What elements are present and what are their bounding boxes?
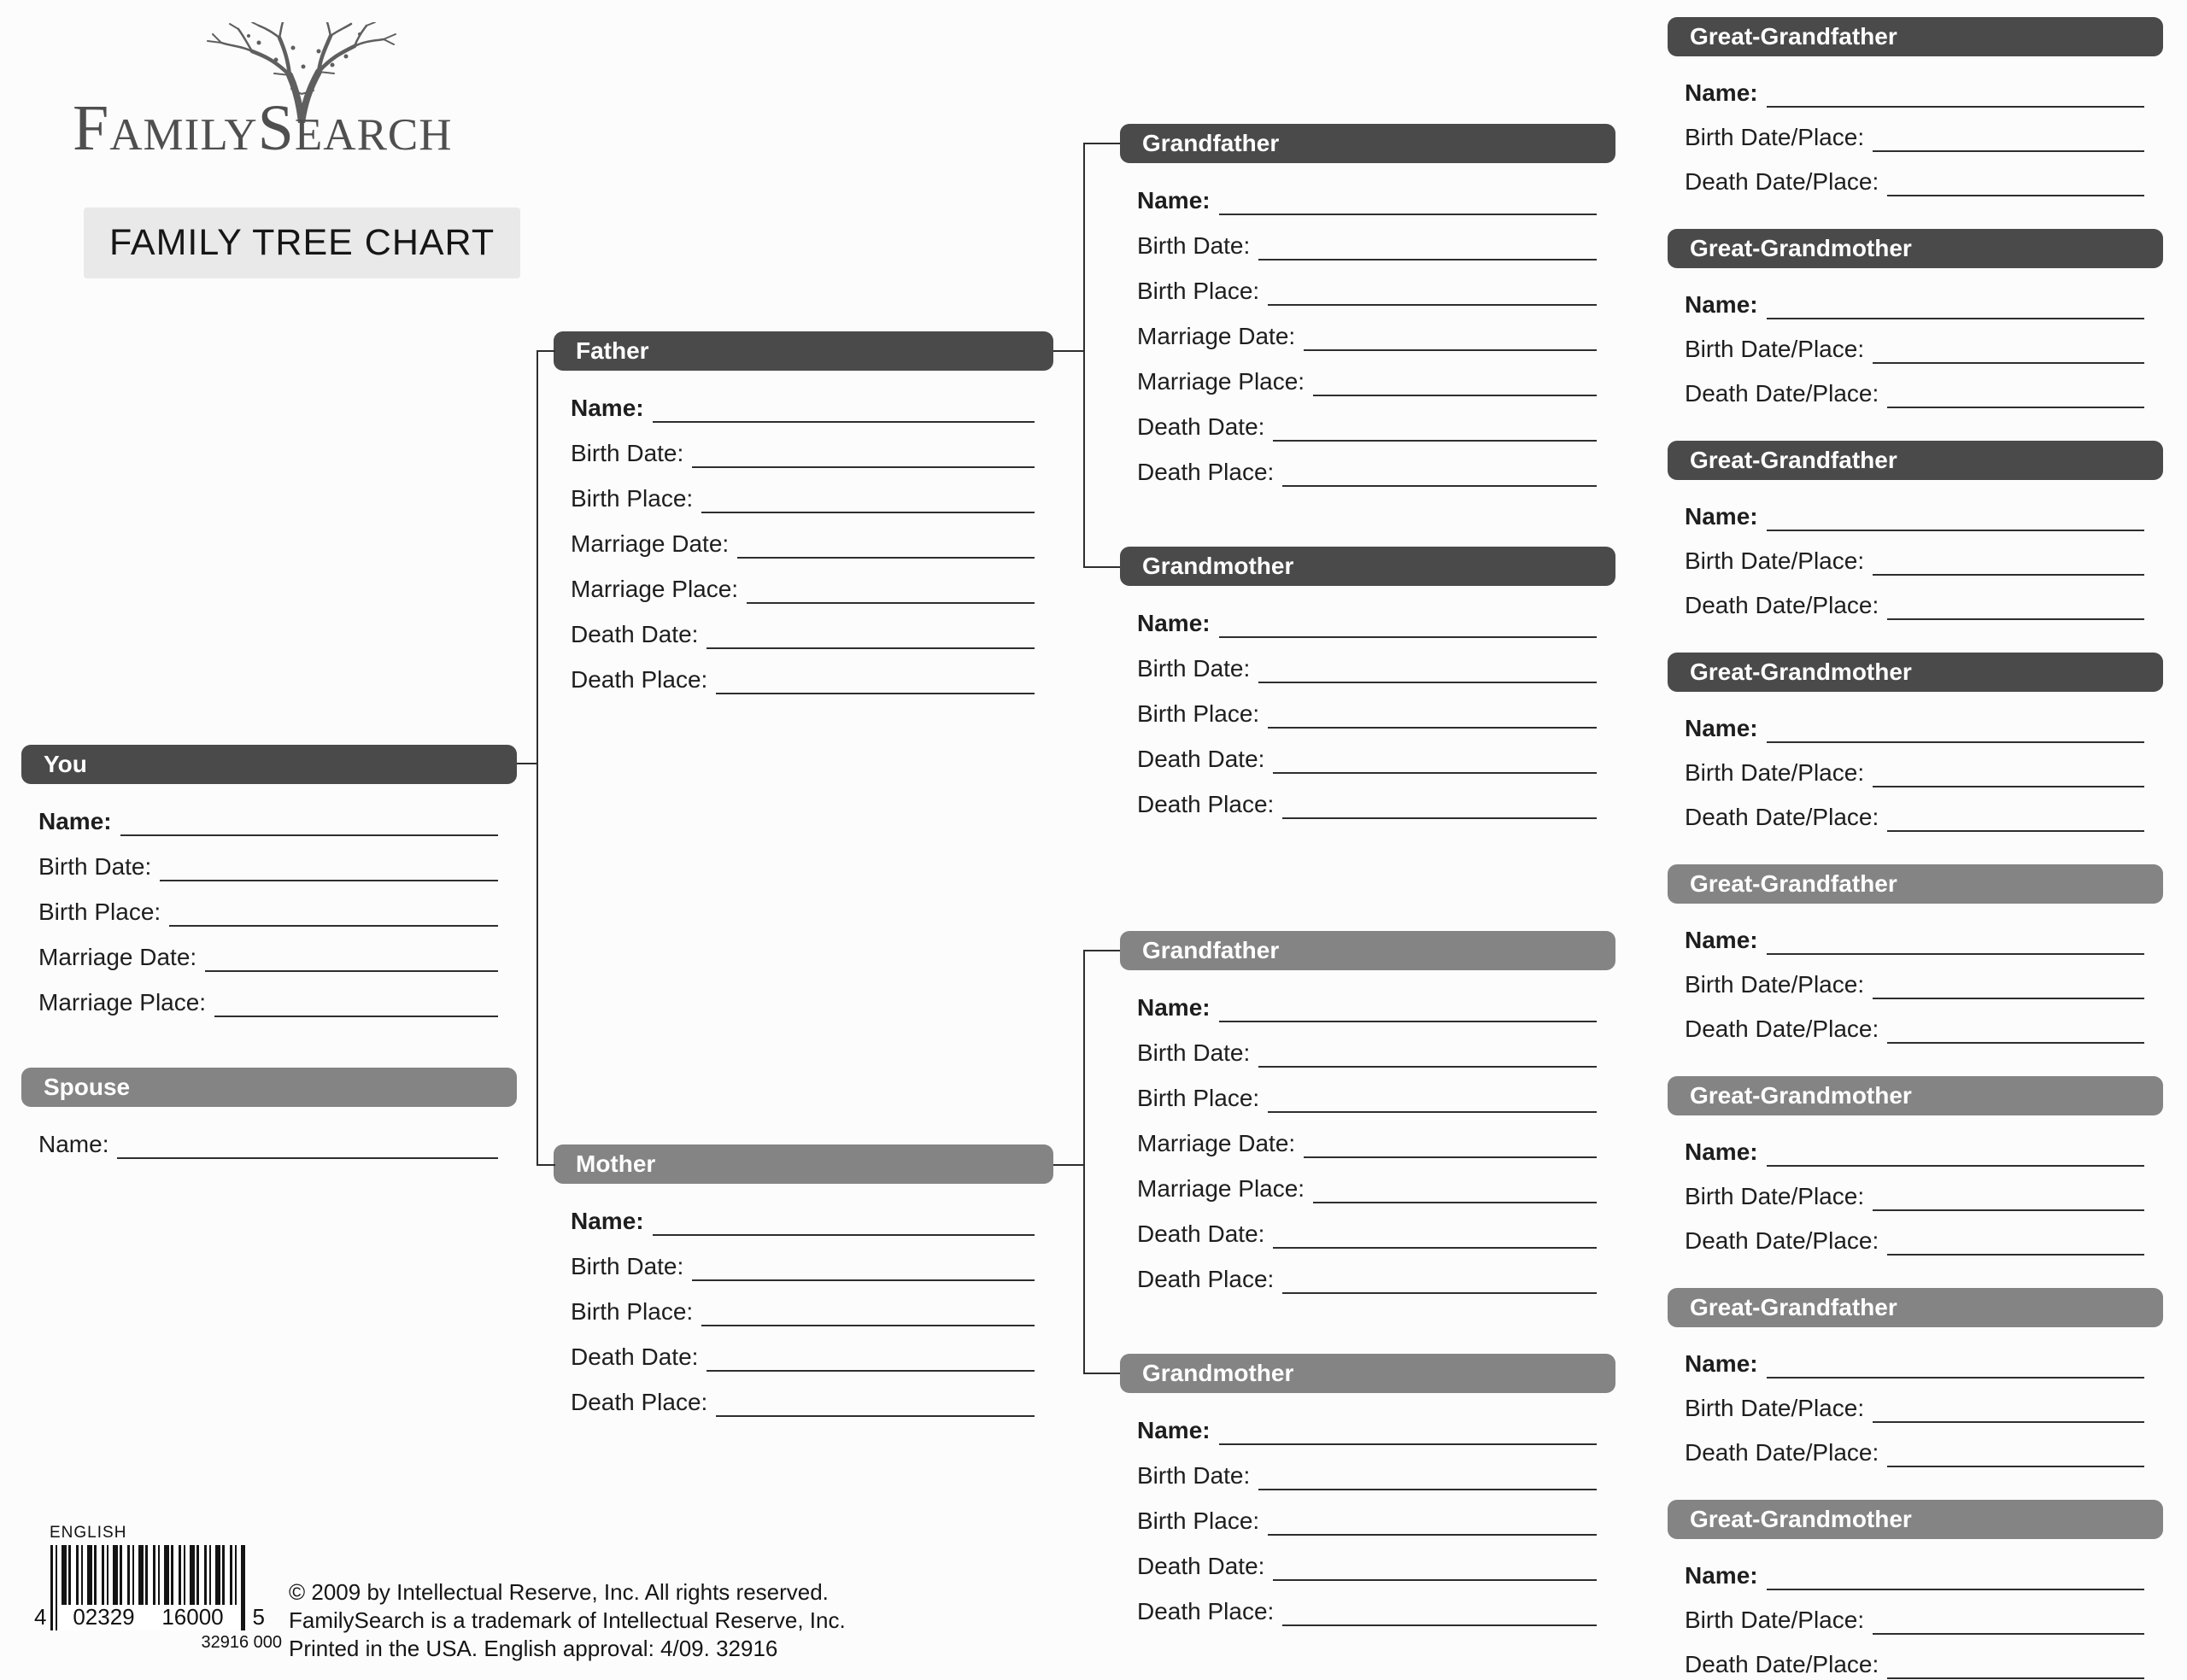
- field-row: [1685, 63, 2144, 108]
- person-box-great-grandmother-3: [1668, 1076, 2163, 1256]
- field-line: [1258, 1056, 1597, 1068]
- field-line: [1873, 987, 2144, 999]
- connector-line: [517, 763, 536, 764]
- field-label: Death Date:: [1137, 745, 1265, 772]
- field-label: Name:: [1685, 290, 1758, 318]
- field-row: [38, 927, 498, 972]
- field-line: [716, 1405, 1035, 1417]
- field-label: Marriage Place:: [1137, 1174, 1305, 1202]
- field-label: Birth Date/Place:: [1685, 970, 1865, 998]
- field-line: [707, 637, 1035, 649]
- person-header: Great-Grandfather: [1668, 441, 2163, 480]
- field-label: Name:: [1137, 993, 1211, 1021]
- field-label: Birth Date/Place:: [1685, 1394, 1865, 1421]
- field-row: [1137, 1068, 1597, 1113]
- field-line: [707, 1360, 1035, 1372]
- field-line: [1282, 1614, 1597, 1626]
- field-row: [1685, 319, 2144, 364]
- field-line: [701, 1314, 1035, 1326]
- field-line: [1258, 1478, 1597, 1490]
- barcode-icon: [50, 1545, 245, 1630]
- field-label: Name:: [1137, 609, 1211, 636]
- field-line: [1273, 1569, 1597, 1581]
- field-label: Death Date/Place:: [1685, 379, 1879, 407]
- person-header: Great-Grandmother: [1668, 1500, 2163, 1539]
- field-label: Birth Date:: [1137, 1039, 1251, 1066]
- field-row: [1137, 396, 1597, 442]
- field-label: Birth Date:: [571, 439, 684, 466]
- field-label: Death Date:: [1137, 1552, 1265, 1579]
- person-box-spouse: [21, 1068, 517, 1159]
- field-line: [1887, 608, 2144, 620]
- connector-line: [1083, 143, 1085, 568]
- language-label: ENGLISH: [50, 1524, 127, 1542]
- field-line: [1313, 1191, 1597, 1203]
- field-line: [1268, 294, 1597, 306]
- field-row: [571, 468, 1035, 513]
- person-header: Grandmother: [1120, 547, 1615, 586]
- field-line: [1873, 140, 2144, 152]
- field-row: [1685, 576, 2144, 620]
- connector-line: [1053, 1164, 1083, 1166]
- field-label: Birth Date/Place:: [1685, 1606, 1865, 1633]
- field-line: [653, 1224, 1035, 1236]
- field-label: Name:: [1685, 1138, 1758, 1165]
- field-row: [1137, 170, 1597, 215]
- person-box-great-grandmother-1: [1668, 229, 2163, 408]
- barcode-block: [34, 1524, 316, 1653]
- field-line: [1273, 1237, 1597, 1249]
- field-line: [1887, 820, 2144, 832]
- field-row: [1685, 1334, 2144, 1379]
- field-line: [1873, 1199, 2144, 1211]
- field-label: Death Place:: [571, 665, 708, 693]
- field-row: [1137, 593, 1597, 638]
- field-label: Birth Place:: [571, 484, 694, 512]
- person-header: You: [21, 745, 517, 784]
- field-label: Name:: [1685, 926, 1758, 953]
- field-line: [1258, 671, 1597, 683]
- field-label: Death Place:: [1137, 458, 1275, 485]
- field-line: [1767, 96, 2144, 108]
- field-line: [1219, 203, 1597, 215]
- field-line: [653, 411, 1035, 423]
- field-row: [1685, 1635, 2144, 1679]
- field-line: [1887, 184, 2144, 196]
- field-row: [571, 513, 1035, 559]
- field-row: [1137, 1022, 1597, 1068]
- field-row: [1137, 683, 1597, 729]
- field-label: Birth Date/Place:: [1685, 758, 1865, 786]
- field-label: Name:: [571, 394, 644, 421]
- field-line: [1873, 776, 2144, 787]
- field-row: [38, 1114, 498, 1159]
- field-label: Death Date/Place:: [1685, 591, 1879, 618]
- field-line: [1767, 519, 2144, 531]
- field-label: Birth Date/Place:: [1685, 335, 1865, 362]
- person-header: Great-Grandmother: [1668, 653, 2163, 692]
- field-line: [169, 915, 498, 927]
- copyright-text: [289, 1578, 846, 1663]
- field-line: [747, 592, 1035, 604]
- field-line: [1887, 1244, 2144, 1256]
- field-label: Birth Place:: [38, 898, 161, 925]
- field-row: [1685, 1122, 2144, 1167]
- field-label: Death Date:: [1137, 1220, 1265, 1247]
- field-row: [38, 836, 498, 881]
- field-row: [1685, 152, 2144, 196]
- person-box-grandmother-maternal: [1120, 1354, 1615, 1626]
- field-row: [1137, 729, 1597, 774]
- field-label: Birth Date/Place:: [1685, 123, 1865, 150]
- field-row: [571, 1372, 1035, 1417]
- field-line: [1273, 430, 1597, 442]
- field-row: [38, 791, 498, 836]
- connector-line: [1083, 950, 1085, 1374]
- field-label: Death Date:: [571, 1343, 699, 1370]
- field-row: [1137, 442, 1597, 487]
- field-line: [737, 547, 1035, 559]
- field-row: [1685, 999, 2144, 1044]
- field-row: [38, 881, 498, 927]
- barcode-sub-number: 32916 000: [201, 1633, 282, 1652]
- person-header: Father: [554, 331, 1053, 371]
- field-label: Birth Place:: [1137, 700, 1260, 727]
- page-title: FAMILY TREE CHART: [84, 208, 520, 278]
- field-label: Death Place:: [1137, 790, 1275, 817]
- barcode-left-digit: 4: [34, 1604, 47, 1630]
- field-line: [1282, 807, 1597, 819]
- person-header: Spouse: [21, 1068, 517, 1107]
- field-label: Death Date/Place:: [1685, 1650, 1879, 1677]
- field-line: [1767, 1155, 2144, 1167]
- field-row: [1685, 1167, 2144, 1211]
- field-row: [1137, 1536, 1597, 1581]
- field-label: Birth Place:: [1137, 1084, 1260, 1111]
- field-label: Name:: [1685, 502, 1758, 530]
- field-row: [1685, 1590, 2144, 1635]
- field-line: [716, 682, 1035, 694]
- person-box-great-grandmother-2: [1668, 653, 2163, 832]
- field-label: Name:: [1685, 79, 1758, 106]
- copyright-line: © 2009 by Intellectual Reserve, Inc. All rights reserved.: [289, 1579, 829, 1605]
- person-header: Mother: [554, 1144, 1053, 1184]
- field-label: Name:: [571, 1207, 644, 1234]
- person-header: Grandfather: [1120, 124, 1615, 163]
- person-box-mother: [554, 1144, 1053, 1417]
- field-row: [1685, 955, 2144, 999]
- field-line: [1273, 762, 1597, 774]
- connector-line: [1083, 950, 1120, 951]
- field-label: Birth Place:: [571, 1297, 694, 1325]
- field-row: [1685, 1423, 2144, 1467]
- field-row: [571, 1236, 1035, 1281]
- connector-line: [1053, 350, 1083, 352]
- field-label: Marriage Date:: [571, 530, 730, 557]
- field-row: [571, 1281, 1035, 1326]
- field-label: Name:: [1137, 186, 1211, 214]
- field-label: Death Place:: [571, 1388, 708, 1415]
- field-label: Death Date/Place:: [1685, 803, 1879, 830]
- field-row: [1685, 787, 2144, 832]
- field-label: Marriage Place:: [1137, 367, 1305, 395]
- field-label: Birth Date:: [1137, 1461, 1251, 1489]
- field-line: [1887, 396, 2144, 408]
- field-line: [214, 1005, 498, 1017]
- field-label: Death Date/Place:: [1685, 1015, 1879, 1042]
- field-row: [1685, 108, 2144, 152]
- field-label: Birth Date/Place:: [1685, 1182, 1865, 1209]
- field-line: [1219, 1433, 1597, 1445]
- field-line: [205, 960, 498, 972]
- connector-line: [1083, 143, 1120, 144]
- field-row: [1137, 306, 1597, 351]
- field-row: [571, 1191, 1035, 1236]
- field-label: Birth Date:: [1137, 231, 1251, 259]
- field-line: [1282, 475, 1597, 487]
- field-row: [1137, 215, 1597, 260]
- field-row: [1685, 275, 2144, 319]
- field-line: [1767, 943, 2144, 955]
- field-line: [1887, 1667, 2144, 1679]
- field-label: Death Place:: [1137, 1597, 1275, 1624]
- field-row: [571, 604, 1035, 649]
- field-line: [1258, 249, 1597, 260]
- logo-wordmark: FamilySearch: [73, 92, 453, 164]
- connector-line: [1083, 566, 1120, 568]
- field-row: [1137, 351, 1597, 396]
- field-row: [1137, 1113, 1597, 1158]
- person-header: Great-Grandfather: [1668, 864, 2163, 904]
- person-header: Grandmother: [1120, 1354, 1615, 1393]
- field-row: [1137, 1445, 1597, 1490]
- field-label: Death Place:: [1137, 1265, 1275, 1292]
- field-row: [571, 649, 1035, 694]
- field-line: [1304, 339, 1597, 351]
- field-row: [1685, 743, 2144, 787]
- person-header: Great-Grandfather: [1668, 1288, 2163, 1327]
- field-line: [1873, 564, 2144, 576]
- person-header: Grandfather: [1120, 931, 1615, 970]
- field-label: Name:: [1685, 714, 1758, 741]
- field-line: [1268, 717, 1597, 729]
- person-box-great-grandfather-4: [1668, 1288, 2163, 1467]
- field-row: [1685, 1379, 2144, 1423]
- field-label: Birth Date/Place:: [1685, 547, 1865, 574]
- field-line: [701, 501, 1035, 513]
- field-label: Marriage Place:: [571, 575, 739, 602]
- field-label: Name:: [38, 1130, 109, 1157]
- field-row: [571, 378, 1035, 423]
- copyright-line: Printed in the USA. English approval: 4/09. 32916: [289, 1636, 778, 1661]
- field-label: Birth Date:: [571, 1252, 684, 1279]
- field-line: [1268, 1524, 1597, 1536]
- field-line: [692, 1269, 1035, 1281]
- field-line: [117, 1147, 498, 1159]
- person-box-grandfather-maternal: [1120, 931, 1615, 1294]
- copyright-line: FamilySearch is a trademark of Intellectual Reserve, Inc.: [289, 1607, 846, 1633]
- field-line: [1873, 1411, 2144, 1423]
- field-line: [1887, 1032, 2144, 1044]
- field-label: Death Date/Place:: [1685, 1226, 1879, 1254]
- person-box-great-grandfather-3: [1668, 864, 2163, 1044]
- field-line: [1767, 1367, 2144, 1379]
- person-box-father: [554, 331, 1053, 694]
- field-label: Birth Place:: [1137, 277, 1260, 304]
- field-row: [571, 423, 1035, 468]
- field-row: [1137, 1400, 1597, 1445]
- barcode-group2: 16000: [161, 1604, 224, 1630]
- field-line: [1887, 1455, 2144, 1467]
- field-label: Marriage Date:: [38, 943, 197, 970]
- field-label: Name:: [1685, 1561, 1758, 1589]
- field-line: [160, 869, 498, 881]
- field-label: Name:: [1137, 1416, 1211, 1443]
- field-row: [1137, 1249, 1597, 1294]
- connector-line: [536, 350, 538, 1166]
- person-box-grandfather-paternal: [1120, 124, 1615, 487]
- barcode-right-digit: 5: [252, 1604, 265, 1630]
- field-row: [1137, 638, 1597, 683]
- field-label: Death Date:: [571, 620, 699, 647]
- field-line: [1873, 352, 2144, 364]
- connector-line: [536, 1164, 555, 1166]
- field-label: Name:: [38, 807, 112, 834]
- field-row: [1137, 774, 1597, 819]
- field-line: [1304, 1146, 1597, 1158]
- person-header: Great-Grandmother: [1668, 229, 2163, 268]
- person-box-grandmother-paternal: [1120, 547, 1615, 819]
- field-row: [1137, 1203, 1597, 1249]
- person-box-great-grandfather-2: [1668, 441, 2163, 620]
- field-label: Death Date:: [1137, 413, 1265, 440]
- field-row: [38, 972, 498, 1017]
- field-line: [1219, 1010, 1597, 1022]
- field-line: [1767, 307, 2144, 319]
- field-row: [1137, 1581, 1597, 1626]
- field-row: [1137, 1490, 1597, 1536]
- field-label: Marriage Place:: [38, 988, 207, 1016]
- field-row: [1685, 699, 2144, 743]
- field-row: [1137, 260, 1597, 306]
- person-header: Great-Grandfather: [1668, 17, 2163, 56]
- field-line: [1767, 1578, 2144, 1590]
- field-label: Birth Place:: [1137, 1507, 1260, 1534]
- field-row: [571, 1326, 1035, 1372]
- field-row: [1685, 531, 2144, 576]
- field-row: [1685, 1546, 2144, 1590]
- familysearch-logo: [73, 22, 551, 176]
- field-line: [1873, 1623, 2144, 1635]
- field-row: [1685, 364, 2144, 408]
- field-line: [120, 824, 498, 836]
- connector-line: [536, 350, 555, 352]
- field-label: Birth Date:: [1137, 654, 1251, 682]
- field-label: Death Date/Place:: [1685, 167, 1879, 195]
- field-row: [571, 559, 1035, 604]
- field-label: Marriage Date:: [1137, 322, 1296, 349]
- connector-line: [1083, 1373, 1120, 1374]
- field-row: [1685, 1211, 2144, 1256]
- person-box-great-grandfather-1: [1668, 17, 2163, 196]
- field-row: [1685, 910, 2144, 955]
- field-row: [1137, 977, 1597, 1022]
- field-line: [1282, 1282, 1597, 1294]
- field-row: [1685, 487, 2144, 531]
- field-line: [1767, 731, 2144, 743]
- field-line: [1268, 1101, 1597, 1113]
- person-header: Great-Grandmother: [1668, 1076, 2163, 1115]
- field-label: Death Date/Place:: [1685, 1438, 1879, 1466]
- field-label: Name:: [1685, 1349, 1758, 1377]
- field-label: Birth Date:: [38, 852, 152, 880]
- field-line: [692, 456, 1035, 468]
- person-box-you: [21, 745, 517, 1017]
- person-box-great-grandmother-4: [1668, 1500, 2163, 1679]
- barcode-group1: 02329: [73, 1604, 135, 1630]
- field-label: Marriage Date:: [1137, 1129, 1296, 1156]
- field-line: [1313, 384, 1597, 396]
- field-line: [1219, 626, 1597, 638]
- field-row: [1137, 1158, 1597, 1203]
